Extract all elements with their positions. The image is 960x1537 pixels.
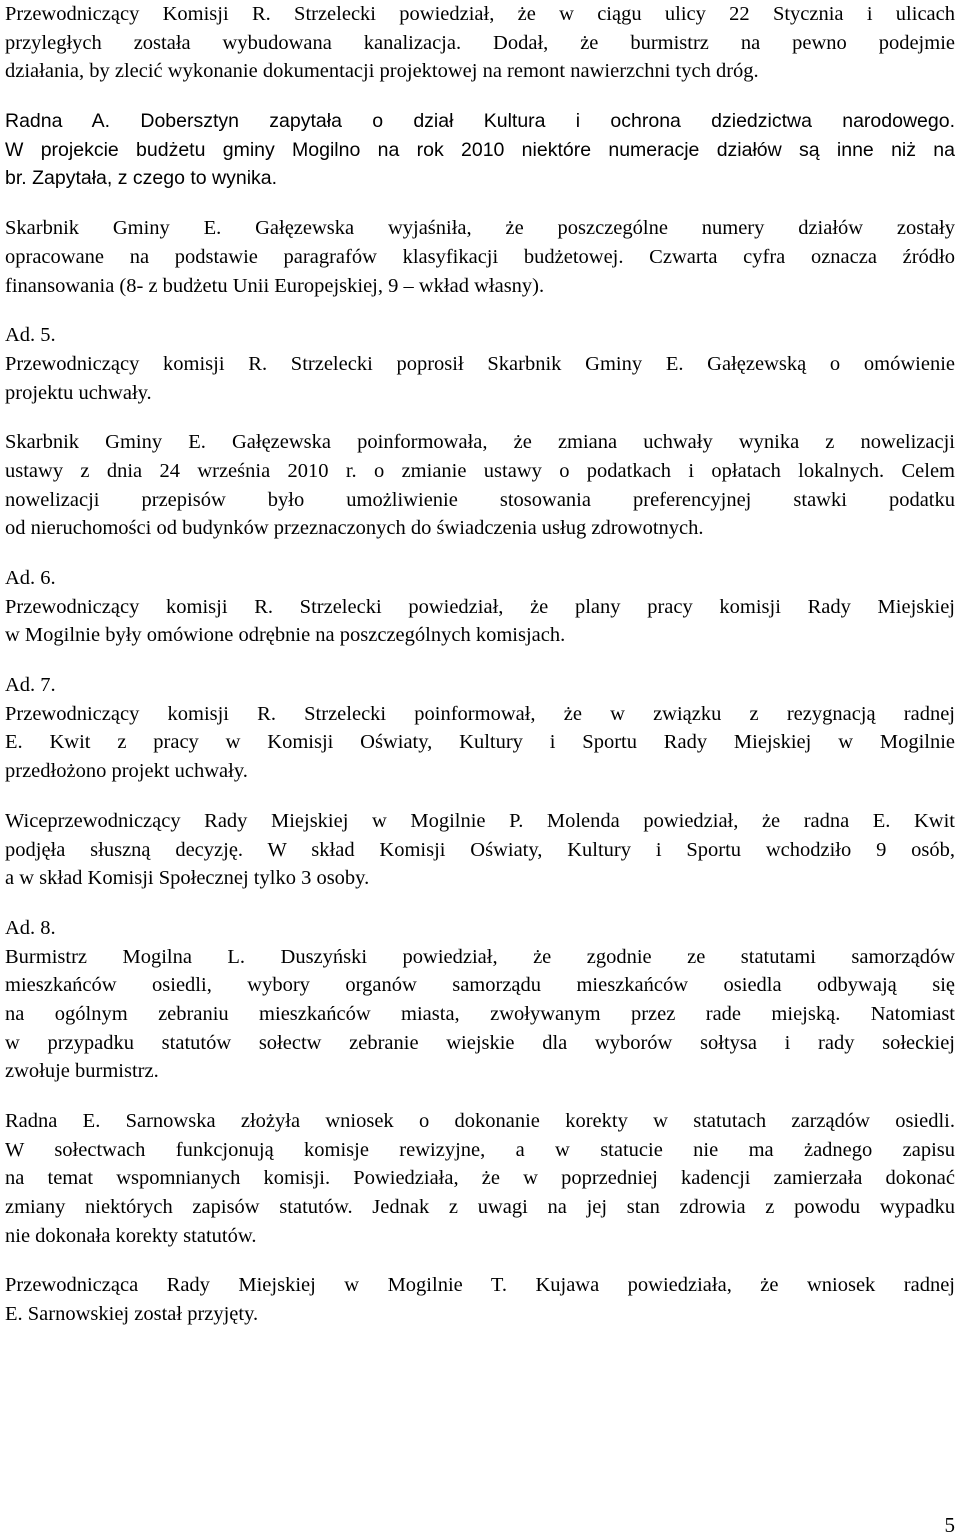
text-line: br. Zapytała, z czego to wynika. bbox=[5, 167, 278, 190]
section-heading: Ad. 7. bbox=[5, 674, 56, 697]
text-line: E. Sarnowskiej został przyjęty. bbox=[5, 1303, 259, 1326]
paragraph-skarbnik-explanation bbox=[5, 214, 955, 300]
paragraph-sarnowska-wniosek bbox=[5, 1107, 955, 1250]
text-line: zmiany niektórych zapisów statutów. Jednak z uwagi na jej stan zdrowia z powodu wypadku bbox=[5, 1196, 955, 1219]
paragraph-kujawa bbox=[5, 1271, 955, 1328]
text-line: w przypadku statutów sołectw zebranie wiejskie dla wyborów sołtysa i rady sołeckiej bbox=[5, 1031, 955, 1054]
text-line: Wiceprzewodniczący Rady Miejskiej w Mogilnie P. Molenda powiedział, że radna E. Kwit bbox=[5, 809, 955, 832]
section-ad-8 bbox=[5, 914, 955, 1086]
text-line: nowelizacji przepisów było umożliwienie stosowania preferencyjnej stawki podatku bbox=[5, 488, 955, 511]
text-line: finansowania (8- z budżetu Unii Europejskiej, 9 – wkład własny). bbox=[5, 274, 545, 297]
text-line: opracowane na podstawie paragrafów klasyfikacji budżetowej. Czwarta cyfra oznacza źródło bbox=[5, 245, 955, 268]
section-ad-7 bbox=[5, 671, 955, 786]
text-line: W sołectwach funkcjonują komisje rewizyjne, a w statucie nie ma żadnego zapisu bbox=[5, 1138, 955, 1161]
text-line: Skarbnik Gminy E. Gałęzewska wyjaśniła, że poszczególne numery działów zostały bbox=[5, 217, 955, 240]
section-heading: Ad. 8. bbox=[5, 916, 56, 939]
paragraph-skarbnik-nowelizacja bbox=[5, 428, 955, 543]
text-line: działania, by zlecić wykonanie dokumentacji projektowej na remont nawierzchni tych dróg. bbox=[5, 60, 759, 83]
text-line: Burmistrz Mogilna L. Duszyński powiedział, że zgodnie ze statutami samorządów bbox=[5, 945, 955, 968]
text-line: Radna A. Dobersztyn zapytała o dział Kultura i ochrona dziedzictwa narodowego. bbox=[5, 110, 955, 133]
text-line: projektu uchwały. bbox=[5, 381, 152, 404]
text-line: a w skład Komisji Społecznej tylko 3 osoby. bbox=[5, 867, 370, 890]
paragraph-kanalizacja bbox=[5, 0, 955, 86]
section-ad-6 bbox=[5, 564, 955, 650]
text-line: przyległych została wybudowana kanalizacja. Dodał, że burmistrz na pewno podejmie bbox=[5, 31, 955, 54]
text-line: na ogólnym zebraniu mieszkańców miasta, zwoływanym przez rade miejską. Natomiast bbox=[5, 1002, 955, 1025]
section-heading: Ad. 5. bbox=[5, 324, 56, 347]
text-line: Przewodniczący komisji R. Strzelecki poinformował, że w związku z rezygnacją radnej bbox=[5, 702, 955, 725]
section-ad-5 bbox=[5, 321, 955, 407]
text-line: W projekcie budżetu gminy Mogilno na rok 2010 niektóre numeracje działów są inne niż na bbox=[5, 138, 955, 161]
text-line: przedłożono projekt uchwały. bbox=[5, 760, 248, 783]
text-line: na temat wspomnianych komisji. Powiedziała, że w poprzedniej kadencji zamierzała dokonać bbox=[5, 1167, 955, 1190]
text-line: Skarbnik Gminy E. Gałęzewska poinformowała, że zmiana uchwały wynika z nowelizacji bbox=[5, 431, 955, 454]
text-line: podjęła słuszną decyzję. W skład Komisji Oświaty, Kultury i Sportu wchodziło 9 osób, bbox=[5, 838, 955, 861]
paragraph-dobersztyn-question bbox=[5, 107, 955, 193]
page-number: 5 bbox=[944, 1513, 955, 1537]
text-line: zwołuje burmistrz. bbox=[5, 1060, 159, 1083]
text-line: w Mogilnie były omówione odrębnie na poszczególnych komisjach. bbox=[5, 624, 566, 647]
text-line: ustawy z dnia 24 września 2010 r. o zmianie ustawy o podatkach i opłatach lokalnych. Celem bbox=[5, 459, 955, 482]
text-line: E. Kwit z pracy w Komisji Oświaty, Kultury i Sportu Rady Miejskiej w Mogilnie bbox=[5, 731, 955, 754]
section-heading: Ad. 6. bbox=[5, 567, 56, 589]
document-page bbox=[5, 0, 955, 1350]
text-line: Przewodniczący komisji R. Strzelecki powiedział, że plany pracy komisji Rady Miejskiej bbox=[5, 595, 955, 618]
text-line: Radna E. Sarnowska złożyła wniosek o dokonanie korekty w statutach zarządów osiedli. bbox=[5, 1110, 955, 1132]
text-line: mieszkańców osiedli, wybory organów samorządu mieszkańców osiedla odbywają się bbox=[5, 974, 955, 997]
paragraph-molenda bbox=[5, 807, 955, 893]
text-line: Przewodnicząca Rady Miejskiej w Mogilnie T. Kujawa powiedziała, że wniosek radnej bbox=[5, 1274, 955, 1297]
text-line: od nieruchomości od budynków przeznaczonych do świadczenia usług zdrowotnych. bbox=[5, 517, 704, 540]
text-line: Przewodniczący Komisji R. Strzelecki powiedział, że w ciągu ulicy 22 Stycznia i ulicach bbox=[5, 3, 955, 25]
text-line: nie dokonała korekty statutów. bbox=[5, 1224, 257, 1247]
text-line: Przewodniczący komisji R. Strzelecki poprosił Skarbnik Gminy E. Gałęzewską o omówienie bbox=[5, 352, 955, 375]
